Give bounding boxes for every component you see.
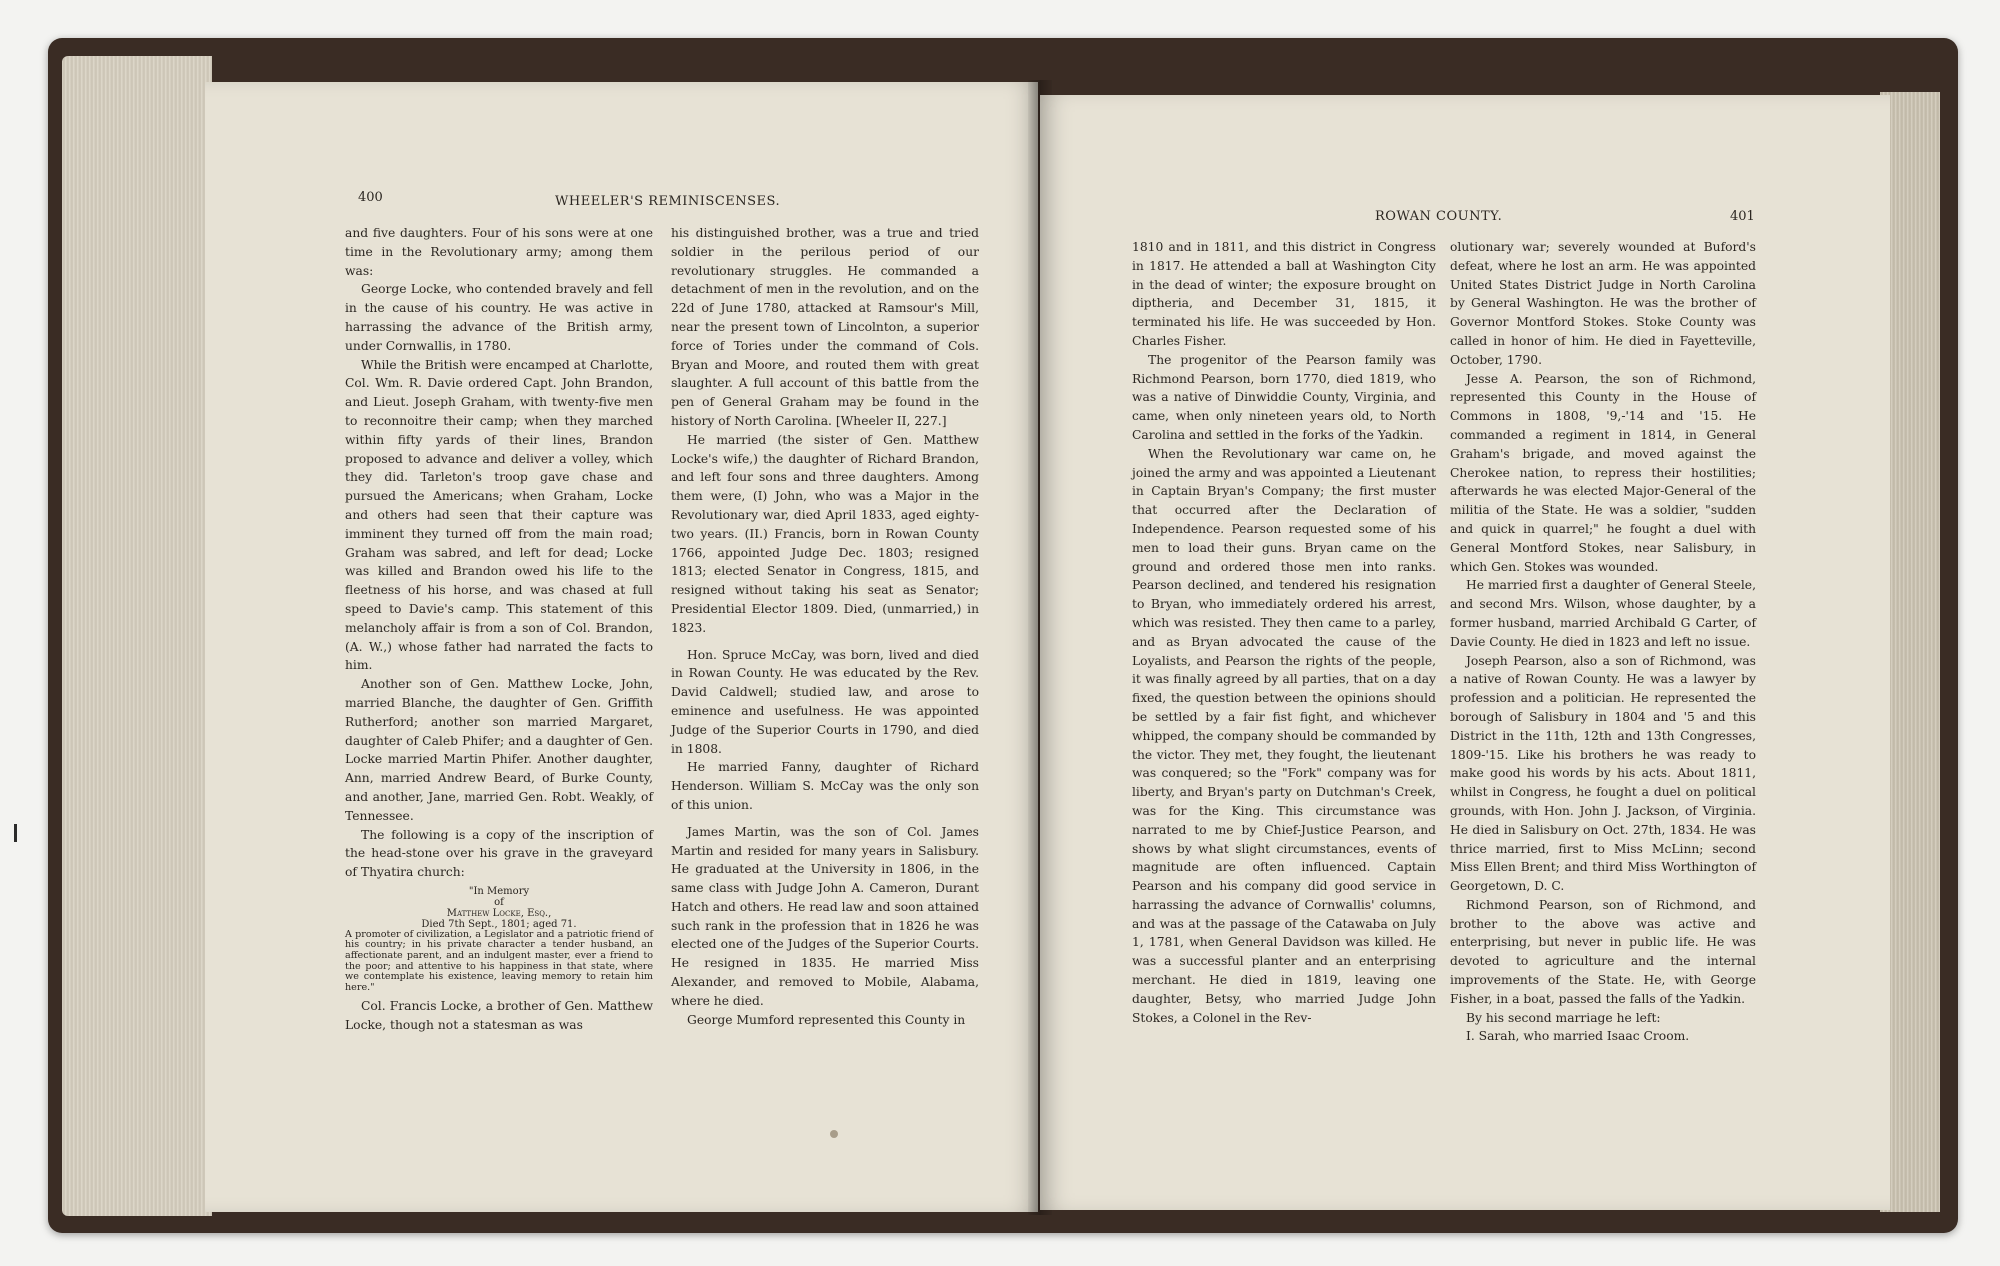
epitaph-name: Matthew Locke, Esq., bbox=[446, 907, 552, 919]
paragraph: Hon. Spruce McCay, was born, lived and died in Rowan County. He was educated by the Rev. David Caldwell; studied law, and arose to eminence and usefulness. He was appointed Judge of the Superior Courts in 1790, and died in 1808. bbox=[671, 647, 979, 756]
epitaph-line: Died 7th Sept., 1801; aged 71. bbox=[421, 918, 577, 930]
left-column-2 bbox=[671, 224, 979, 1029]
paragraph: and five daughters. Four of his sons were at one time in the Revolutionary army; among them was: bbox=[345, 226, 653, 278]
epitaph-body: A promoter of civilization, a Legislator and a patriotic friend of his country; in his private character a tender husband, an affectionate parent, and an indulgent master, ever a friend to the poor; and attentive to his happiness in that state, where we contemplate his existence, leaving memory to retain him here." bbox=[345, 928, 653, 993]
paragraph: Jesse A. Pearson, the son of Richmond, represented this County in the House of Commons in 1808, '9,-'14 and '15. He commanded a regiment in 1814, in General Graham's brigade, and moved against the Cherokee nation, to repress their hostilities; afterwards he was elected Major-General of the militia of the State. He was a soldier, "sudden and quick in quarrel;" he fought a duel with General Montford Stokes, near Salisbury, in which Gen. Stokes was wounded. bbox=[1450, 371, 1756, 574]
paragraph: He married (the sister of Gen. Matthew Locke's wife,) the daughter of Richard Brandon, and left four sons and three daughters. Among them were, (I) John, who was a Major in the Revolutionary war, died April 1833, aged eighty-two years. (II.) Francis, born in Rowan County 1766, appointed Judge Dec. 1803; resigned 1813; elected Senator in Congress, 1815, and resigned without taking his seat as Senator; Presidential Elector 1809. Died, (unmarried,) in 1823. bbox=[671, 432, 979, 635]
paragraph: 1810 and in 1811, and this district in Congress in 1817. He attended a ball at Washington City in the dead of winter; the exposure brought on diptheria, and December 31, 1815, it terminated his life. He was succeeded by Hon. Charles Fisher. bbox=[1132, 240, 1436, 348]
paragraph: his distinguished brother, was a true and tried soldier in the perilous period of our revolutionary struggles. He commanded a detachment of men in the revolution, and on the 22d of June 1780, attacked at Ramsour's Mill, near the present town of Lincolnton, a superior force of Tories under the command of Cols. Bryan and Moore, and routed them with great slaughter. A full account of this battle from the pen of General Graham may be found in the history of North Carolina. [Wheeler II, 227.] bbox=[671, 226, 979, 428]
paragraph: Joseph Pearson, also a son of Richmond, was a native of Rowan County. He was a lawyer by profession and a politician. He represented the borough of Salisbury in 1804 and '5 and this District in the 11th, 12th and 13th Congresses, 1809-'15. Like his brothers he was ready to make good his words by his acts. About 1811, whilst in Congress, he fought a duel on political grounds, with Hon. John J. Jackson, of Virginia. He died in Salisbury on Oct. 27th, 1834. He was thrice married, first to Miss McLinn; second Miss Ellen Brent; and third Miss Worthington of Georgetown, D. C. bbox=[1450, 653, 1756, 894]
epitaph-inscription bbox=[345, 886, 653, 994]
right-column-2 bbox=[1450, 238, 1756, 1046]
paragraph: He married Fanny, daughter of Richard Henderson. William S. McCay was the only son of this union. bbox=[671, 760, 979, 812]
right-page bbox=[1040, 95, 1890, 1210]
paragraph: George Mumford represented this County in bbox=[687, 1012, 966, 1027]
paragraph: George Locke, who contended bravely and fell in the cause of his country. He was active in harrassing the advance of the British army, under Cornwallis, in 1780. bbox=[345, 282, 653, 353]
paper-speck bbox=[830, 1130, 838, 1138]
right-page-number: 401 bbox=[1730, 209, 1755, 224]
paragraph: By his second marriage he left: bbox=[1466, 1010, 1661, 1025]
paragraph: He married first a daughter of General Steele, and second Mrs. Wilson, whose daughter, by a former husband, married Archibald G Carter, of Davie County. He died in 1823 and left no issue. bbox=[1450, 578, 1756, 649]
page-edges-left bbox=[62, 56, 212, 1216]
left-page-number: 400 bbox=[358, 190, 383, 205]
paragraph: While the British were encamped at Charlotte, Col. Wm. R. Davie ordered Capt. John Brandon, and Lieut. Joseph Graham, with twenty-five men to reconnoitre their camp; when they marched within fifty yards of their lines, Brandon proposed to advance and deliver a volley, which they did. Tarleton's troop gave chase and pursued the Americans; when Graham, Locke and others had seen that their capture was imminent they turned off from the main road; Graham was sabred, and left for dead; Locke was killed and Brandon owed his life to the fleetness of his horse, and was chased at full speed to Davie's camp. This statement of this melancholy affair is from a son of Col. Brandon, (A. W.,) whose father had narrated the facts to him. bbox=[345, 357, 653, 673]
paragraph: olutionary war; severely wounded at Buford's defeat, where he lost an arm. He was appointed United States District Judge in North Carolina by General Washington. He was the brother of Governor Montford Stokes. Stoke County was called in honor of him. He died in Fayetteville, October, 1790. bbox=[1450, 240, 1756, 367]
epitaph-line: of bbox=[494, 896, 504, 908]
left-page bbox=[205, 82, 1038, 1212]
paragraph: Another son of Gen. Matthew Locke, John, married Blanche, the daughter of Gen. Griffith Rutherford; another son married Margaret, daughter of Caleb Phifer; and a daughter of Gen. Locke married Martin Phifer. Another daughter, Ann, married Andrew Beard, of Burke County, and another, Jane, married Gen. Robt. Weakly, of Tennessee. bbox=[345, 677, 653, 823]
paragraph: I. Sarah, who married Isaac Croom. bbox=[1466, 1029, 1690, 1044]
paragraph: The following is a copy of the inscription of the head-stone over his grave in the graveyard of Thyatira church: bbox=[345, 827, 653, 880]
bookmark-ribbon bbox=[14, 824, 17, 842]
paragraph: Richmond Pearson, son of Richmond, and brother to the above was active and enterprising, but never in public life. He was devoted to agriculture and the internal improvements of the State. He, with George Fisher, in a boat, passed the falls of the Yadkin. bbox=[1450, 897, 1756, 1006]
paragraph: James Martin, was the son of Col. James Martin and resided for many years in Salisbury. He graduated at the University in 1806, in the same class with Judge John A. Cameron, Durant Hatch and others. He read law and soon attained such rank in the profession that in 1826 he was elected one of the Judges of the Superior Courts. He resigned in 1835. He married Miss Alexander, and removed to Mobile, Alabama, where he died. bbox=[671, 824, 979, 1008]
right-running-head: ROWAN COUNTY. bbox=[1375, 209, 1503, 224]
right-column-1 bbox=[1132, 238, 1436, 1027]
paragraph: The progenitor of the Pearson family was Richmond Pearson, born 1770, died 1819, who was a native of Dinwiddie County, Virginia, and came, when only nineteen years old, to North Carolina and settled in the forks of the Yadkin. bbox=[1132, 352, 1436, 442]
left-column-1 bbox=[345, 224, 653, 1035]
left-running-head: WHEELER'S REMINISCENSES. bbox=[555, 194, 781, 209]
paragraph: When the Revolutionary war came on, he joined the army and was appointed a Lieutenant in Captain Bryan's Company; the first muster that occurred after the Declaration of Independence. Pearson requested some of his men to load their guns. Bryan came on the ground and ordered those men into ranks. Pearson declined, and tendered his resignation to Bryan, who immediately ordered his arrest, which was resisted. They then came to a parley, and as Bryan advocated the cause of the Loyalists, and Pearson the rights of the people, it was finally agreed by all parties, that on a day fixed, the question between the opinions should be settled by a fair fist fight, and whichever whipped, the company should be commanded by the victor. They met, they fought, the lieutenant was conquered; so the "Fork" company was for liberty, and Bryan's party on Dutchman's Creek, was for the King. This circumstance was narrated to me by Chief-Justice Pearson, and shows by what slight circumstances, events of magnitude are often influenced. Captain Pearson and his company did good service in harrassing the advance of Cornwallis' columns, and was at the passage of the Catawaba on July 1, 1781, when General Davidson was killed. He was a successful planter and an enterprising merchant. He died in 1819, leaving one daughter, Betsy, who married Judge John Stokes, a Colonel in the Rev- bbox=[1132, 446, 1436, 1025]
paragraph: Col. Francis Locke, a brother of Gen. Matthew Locke, though not a statesman as was bbox=[345, 999, 653, 1033]
epitaph-line: "In Memory bbox=[468, 885, 530, 897]
